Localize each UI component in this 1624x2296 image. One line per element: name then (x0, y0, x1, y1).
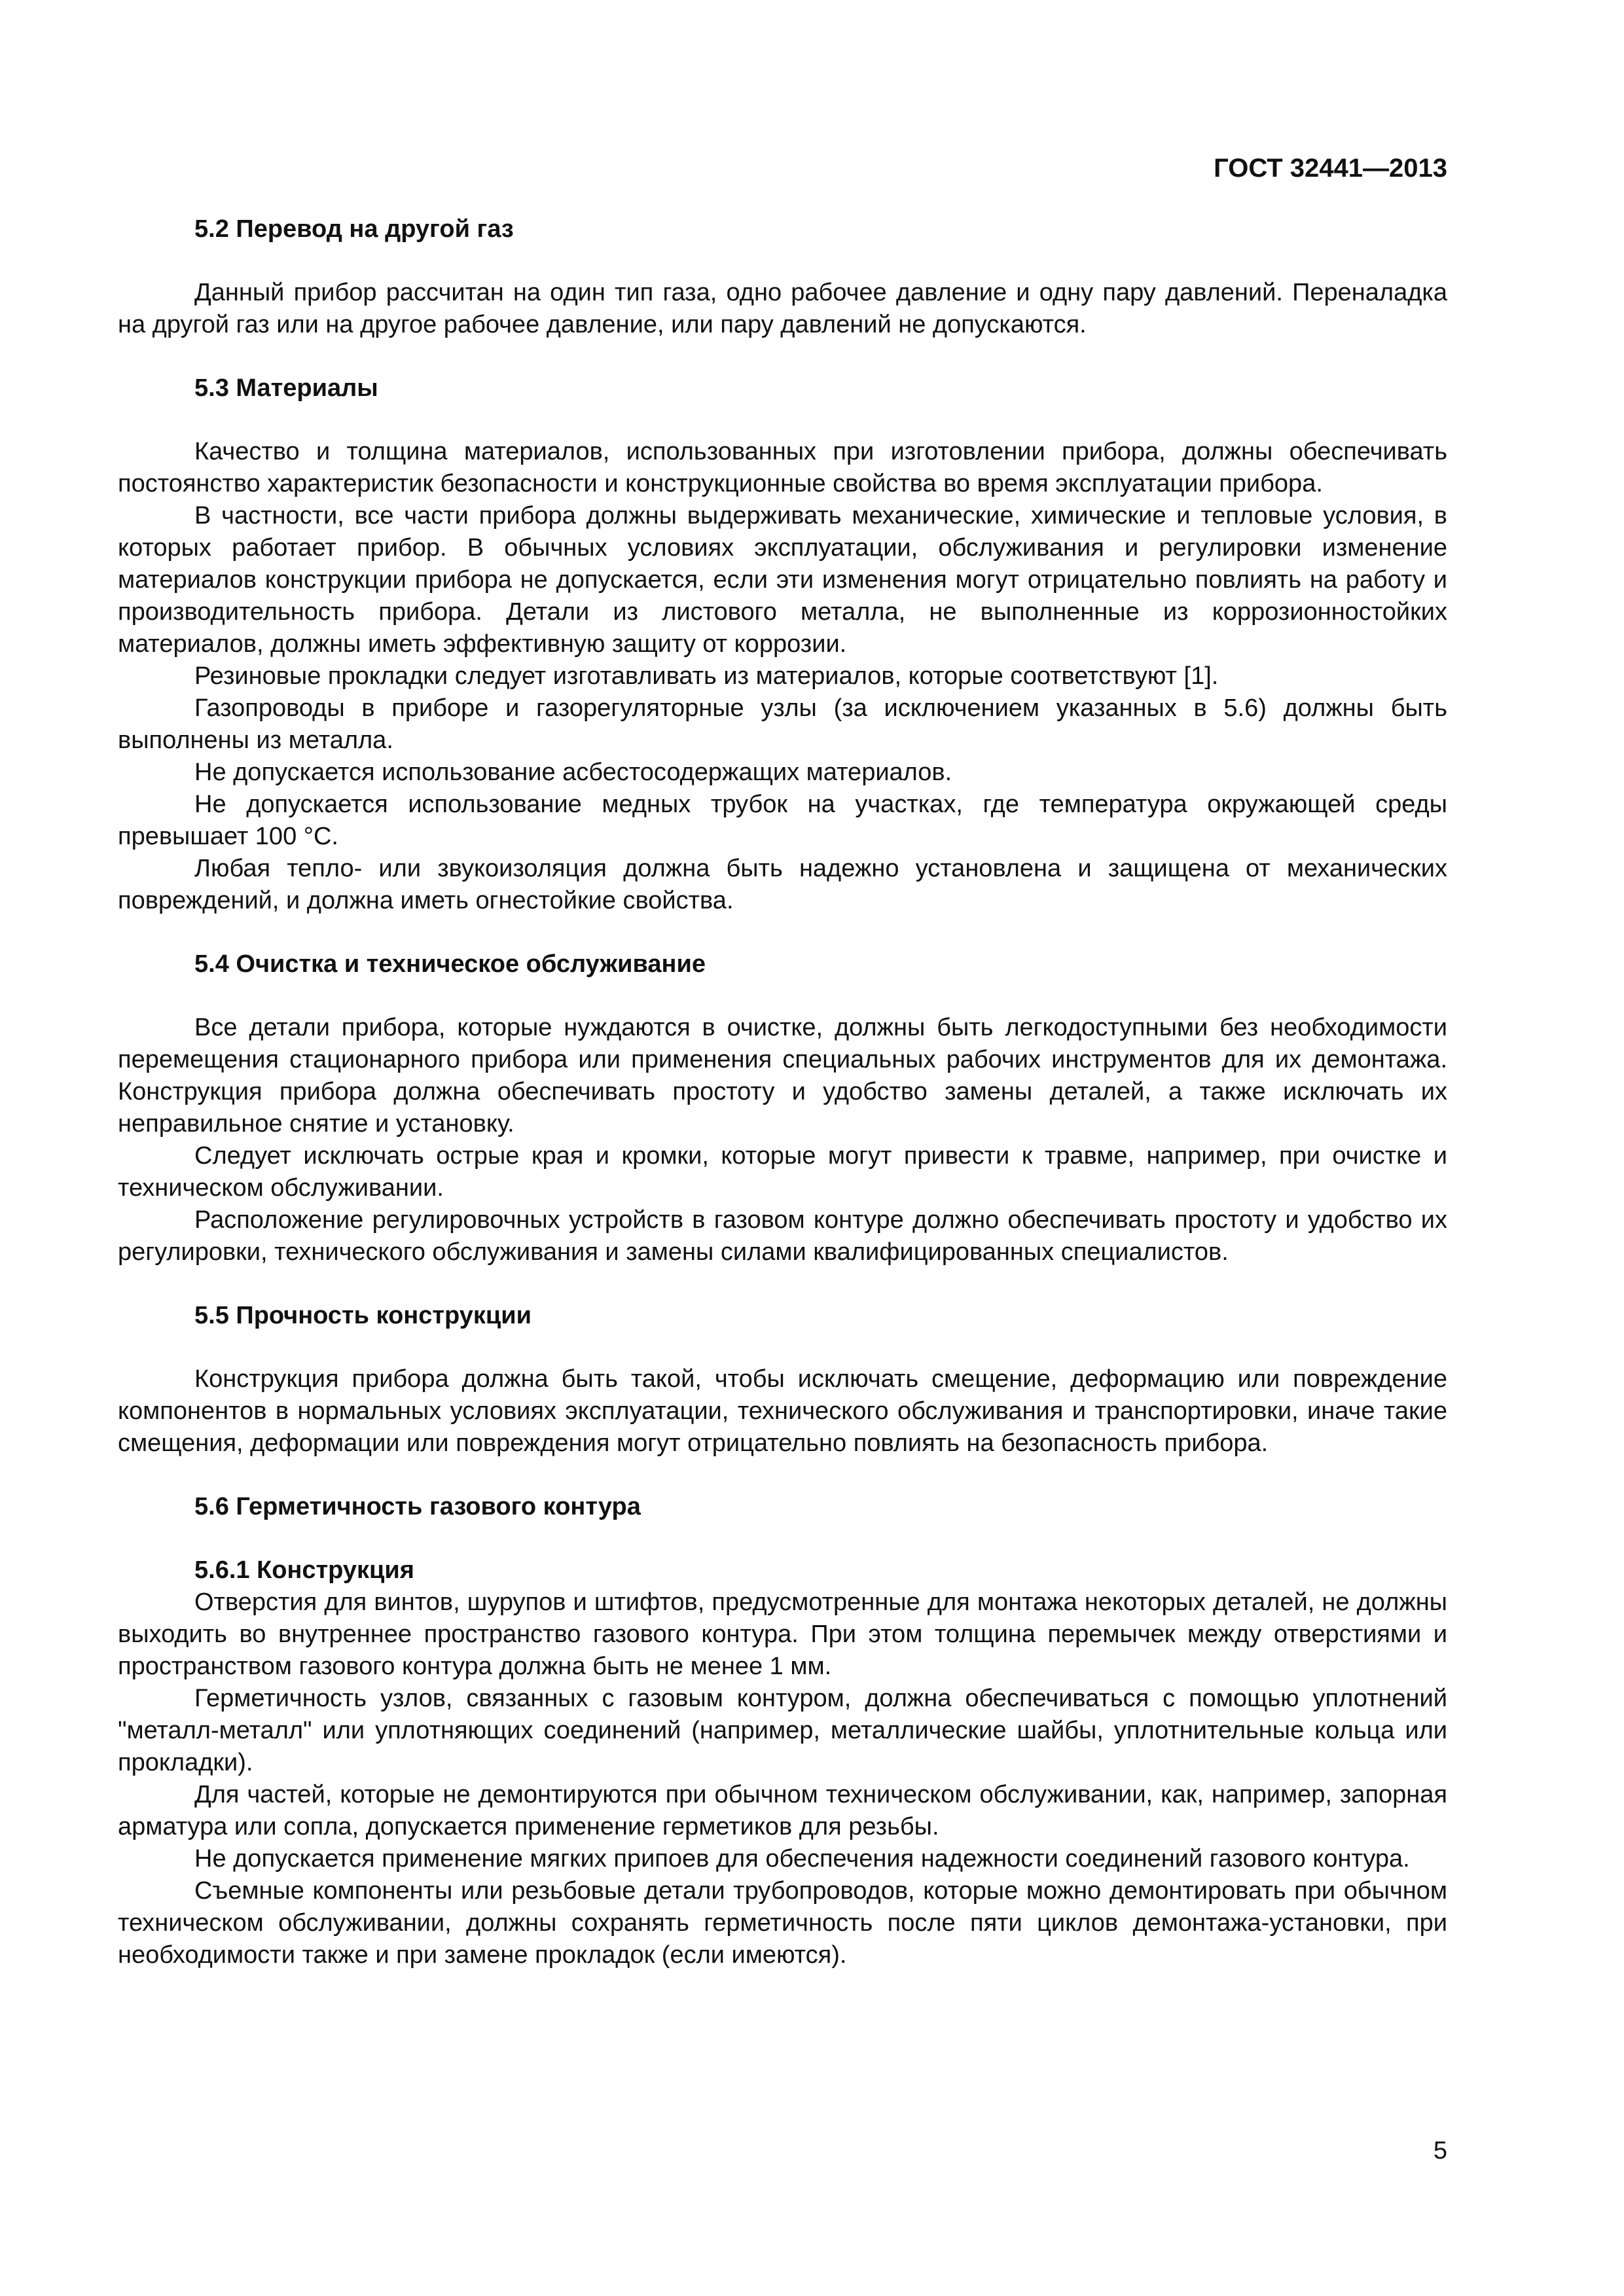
section-5-4 (118, 948, 1447, 1268)
paragraph: Конструкция прибора должна быть такой, чтобы исключать смещение, деформацию или повреждение компонентов в нормальных условиях эксплуатации, технического обслуживания и транспортировки, иначе такие смещения, деформации или повреждения могут отрицательно повлиять на безопасность прибора. (118, 1365, 1447, 1457)
section-title: 5.5 Прочность конструкции (194, 1302, 532, 1329)
document-code: ГОСТ 32441—2013 (1214, 154, 1447, 183)
paragraph: Газопроводы в приборе и газорегуляторные узлы (за исключением указанных в 5.6) должны быть выполнены из металла. (118, 694, 1447, 754)
paragraph: Резиновые прокладки следует изготавливать из материалов, которые соответствуют [1]. (194, 662, 1219, 690)
page-number: 5 (1433, 2137, 1447, 2164)
section-title: 5.2 Перевод на другой газ (194, 215, 514, 243)
paragraph: Расположение регулировочных устройств в газовом контуре должно обеспечивать простоту и удобство их регулировки, технического обслуживания и замены силами квалифицированных специалистов. (118, 1206, 1447, 1266)
paragraph: Данный прибор рассчитан на один тип газа, одно рабочее давление и одну пару давлений. Переналадка на другой газ или на другое рабочее давление, или пару давлений не допускаются. (118, 279, 1447, 338)
paragraph: Качество и толщина материалов, использованных при изготовлении прибора, должны обеспечивать постоянство характеристик безопасности и конструкционные свойства во время эксплуатации прибора. (118, 438, 1447, 497)
subsection-title: 5.6.1 Конструкция (194, 1556, 414, 1584)
paragraph: Не допускается применение мягких припоев для обеспечения надежности соединений газового контура. (194, 1845, 1410, 1873)
section-5-3 (118, 372, 1447, 917)
paragraph: Любая тепло- или звукоизоляция должна быть надежно установлена и защищена от механических повреждений, и должна иметь огнестойкие свойства. (118, 855, 1447, 914)
paragraph: Следует исключать острые края и кромки, которые могут привести к травме, например, при очистке и техническом обслуживании. (118, 1142, 1447, 1202)
section-5-5 (118, 1300, 1447, 1460)
paragraph: Отверстия для винтов, шурупов и штифтов, предусмотренные для монтажа некоторых деталей, не должны выходить во внутреннее пространство газового контура. При этом толщина перемычек между отверстиями и пространством газового контура должна быть не менее 1 мм. (118, 1588, 1447, 1680)
section-5-2 (118, 213, 1447, 341)
paragraph: Не допускается использование асбестосодержащих материалов. (194, 759, 952, 786)
section-title: 5.4 Очистка и техническое обслуживание (194, 950, 706, 978)
section-5-6-1 (118, 1554, 1447, 1971)
paragraph: Все детали прибора, которые нуждаются в очистке, должны быть легкодоступными без необходимости перемещения стационарного прибора или применения специальных рабочих инструментов для их демонтажа. Конструкция прибора должна обеспечивать простоту и удобство замены деталей, а также исключать их неправильное снятие и установку. (118, 1014, 1447, 1138)
section-5-6 (118, 1491, 1447, 1523)
paragraph: Не допускается использование медных трубок на участках, где температура окружающей среды превышает 100 °С. (118, 791, 1447, 850)
section-title: 5.3 Материалы (194, 374, 378, 402)
paragraph: Герметичность узлов, связанных с газовым контуром, должна обеспечиваться с помощью уплотнений "металл-металл" или уплотняющих соединений (например, металлические шайбы, уплотнительные кольца или прокладки). (118, 1685, 1447, 1776)
paragraph: Съемные компоненты или резьбовые детали трубопроводов, которые можно демонтировать при обычном техническом обслуживании, должны сохранять герметичность после пяти циклов демонтажа-установки, при необходимости также и при замене прокладок (если имеются). (118, 1877, 1447, 1969)
paragraph: В частности, все части прибора должны выдерживать механические, химические и тепловые условия, в которых работает прибор. В обычных условиях эксплуатации, обслуживания и регулировки изменение материалов конструкции прибора не допускается, если эти изменения могут отрицательно повлиять на работу и производительность прибора. Детали из листового металла, не выполненные из коррозионностойких материалов, должны иметь эффективную защиту от коррозии. (118, 502, 1447, 658)
paragraph: Для частей, которые не демонтируются при обычном техническом обслуживании, как, например, запорная арматура или сопла, допускается применение герметиков для резьбы. (118, 1781, 1447, 1840)
section-title: 5.6 Герметичность газового контура (194, 1493, 641, 1520)
page-content (118, 213, 1447, 1971)
